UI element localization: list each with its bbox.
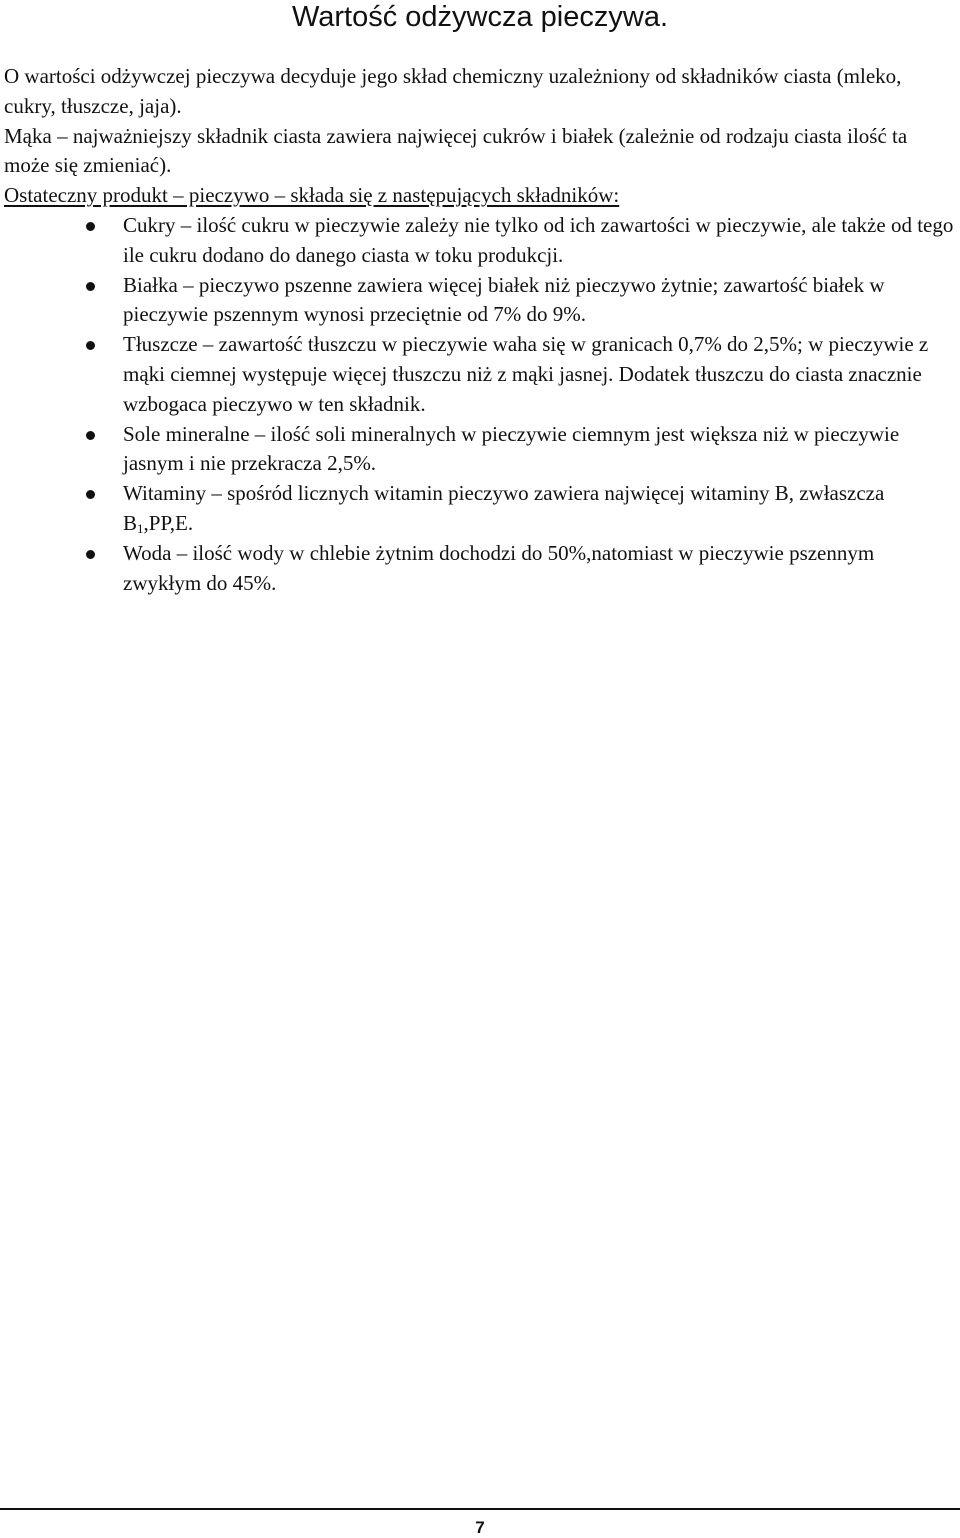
vitamins-text: Witaminy – spośród licznych witamin pieczywo zawiera najwięcej witaminy B, zwłaszcza B [123,481,885,535]
components-heading: Ostateczny produkt – pieczywo – składa się z następujących składników: [4,183,620,208]
components-list [4,211,954,598]
document-body [4,62,954,598]
vitamins-text-end: ,PP,E. [143,510,194,535]
list-item-fats: Tłuszcze – zawartość tłuszczu w pieczywie waha się w granicach 0,7% do 2,5%; w pieczywie z mąki ciemnej występuje więcej tłuszczu niż z mąki jasnej. Dodatek tłuszczu do ciasta znacznie wzbogaca pieczywo w ten składnik. [4,330,954,419]
list-item-sugars: Cukry – ilość cukru w pieczywie zależy nie tylko od ich zawartości w pieczywie, ale także od tego ile cukru dodano do danego ciasta w toku produkcji. [4,211,954,271]
flour-paragraph: Mąka – najważniejszy składnik ciasta zawiera najwięcej cukrów i białek (zależnie od rodzaju ciasta ilość ta może się zmieniać). [4,123,908,178]
footer-divider [0,1508,960,1510]
vitamin-subscript: 1 [137,520,144,536]
page-title: Wartość odżywcza pieczywa. [291,1,669,33]
list-item-vitamins [4,479,954,539]
list-item-proteins: Białka – pieczywo pszenne zawiera więcej białek niż pieczywo żytnie; zawartość białek w pieczywie pszennym wynosi przeciętnie od 7% do 9%. [4,271,954,331]
list-item-minerals: Sole mineralne – ilość soli mineralnych w pieczywie ciemnym jest większa niż w pieczywie jasnym i nie przekracza 2,5%. [4,420,954,480]
intro-paragraph: O wartości odżywczej pieczywa decyduje jego skład chemiczny uzależniony od składników ciasta (mleko, cukry, tłuszcze, jaja). [4,64,902,118]
page-number: 7 [475,1518,485,1537]
list-item-water: Woda – ilość wody w chlebie żytnim dochodzi do 50%,natomiast w pieczywie pszennym zwykłym do 45%. [4,539,954,599]
